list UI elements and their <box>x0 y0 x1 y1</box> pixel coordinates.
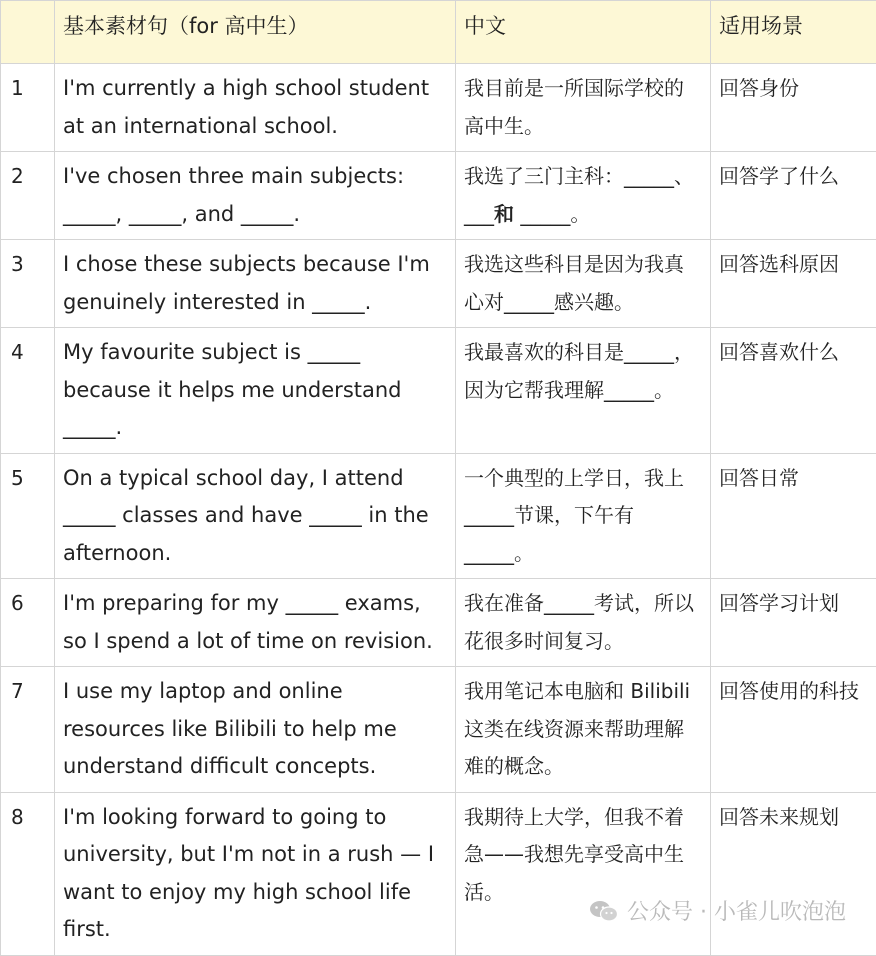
header-chinese: 中文 <box>456 1 711 64</box>
usage-scenario: 回答学了什么 <box>711 152 876 240</box>
table-row <box>1 579 876 667</box>
english-sentence: I'm looking forward to going to university, but I'm not in a rush — I want to enjoy my high school life first. <box>55 792 456 955</box>
table-row <box>1 240 876 328</box>
english-sentence: I'm currently a high school student at an international school. <box>55 64 456 152</box>
row-number: 8 <box>1 792 55 955</box>
table-row <box>1 667 876 793</box>
chinese-translation: 一个典型的上学日，我上_____节课，下午有_____。 <box>456 453 711 579</box>
chinese-translation: 我在准备_____考试，所以花很多时间复习。 <box>456 579 711 667</box>
english-sentence: I chose these subjects because I'm genuinely interested in _____. <box>55 240 456 328</box>
table-row <box>1 792 876 955</box>
table-row <box>1 453 876 579</box>
chinese-translation: 我期待上大学，但我不着急——我想先享受高中生活。 <box>456 792 711 955</box>
chinese-translation: 我最喜欢的科目是_____，因为它帮我理解_____。 <box>456 328 711 454</box>
chinese-translation: 我选这些科目是因为我真心对_____感兴趣。 <box>456 240 711 328</box>
row-number: 1 <box>1 64 55 152</box>
usage-scenario: 回答选科原因 <box>711 240 876 328</box>
row-number: 6 <box>1 579 55 667</box>
chinese-translation <box>456 152 711 240</box>
row-number: 4 <box>1 328 55 454</box>
usage-scenario: 回答日常 <box>711 453 876 579</box>
header-num <box>1 1 55 64</box>
watermark <box>589 895 846 926</box>
english-sentence: My favourite subject is _____ because it helps me understand _____. <box>55 328 456 454</box>
header-sentence: 基本素材句（for 高中生） <box>55 1 456 64</box>
usage-scenario: 回答喜欢什么 <box>711 328 876 454</box>
english-sentence: On a typical school day, I attend _____ classes and have _____ in the afternoon. <box>55 453 456 579</box>
table-row <box>1 152 876 240</box>
english-sentence: I use my laptop and online resources like Bilibili to help me understand difficult concepts. <box>55 667 456 793</box>
row-number: 2 <box>1 152 55 240</box>
chinese-translation: 我用笔记本电脑和 Bilibili 这类在线资源来帮助理解难的概念。 <box>456 667 711 793</box>
usage-scenario: 回答使用的科技 <box>711 667 876 793</box>
usage-scenario: 回答未来规划 <box>711 792 876 955</box>
wechat-icon <box>589 899 619 923</box>
chinese-bold-word: 和 <box>494 202 514 226</box>
table-row <box>1 64 876 152</box>
english-sentence: I'm preparing for my _____ exams, so I spend a lot of time on revision. <box>55 579 456 667</box>
row-number: 7 <box>1 667 55 793</box>
chinese-part: _____。 <box>514 202 590 226</box>
row-number: 5 <box>1 453 55 579</box>
table-row <box>1 328 876 454</box>
usage-scenario: 回答身份 <box>711 64 876 152</box>
chinese-translation: 我目前是一所国际学校的高中生。 <box>456 64 711 152</box>
row-number: 3 <box>1 240 55 328</box>
table-header-row <box>1 1 876 64</box>
header-scenario: 适用场景 <box>711 1 876 64</box>
english-sentence: I've chosen three main subjects: _____, _____, and _____. <box>55 152 456 240</box>
usage-scenario: 回答学习计划 <box>711 579 876 667</box>
chinese-part: 我选了三门主科：_____、 ___ <box>464 164 694 226</box>
watermark-text: 公众号 · 小雀儿吹泡泡 <box>627 895 846 926</box>
